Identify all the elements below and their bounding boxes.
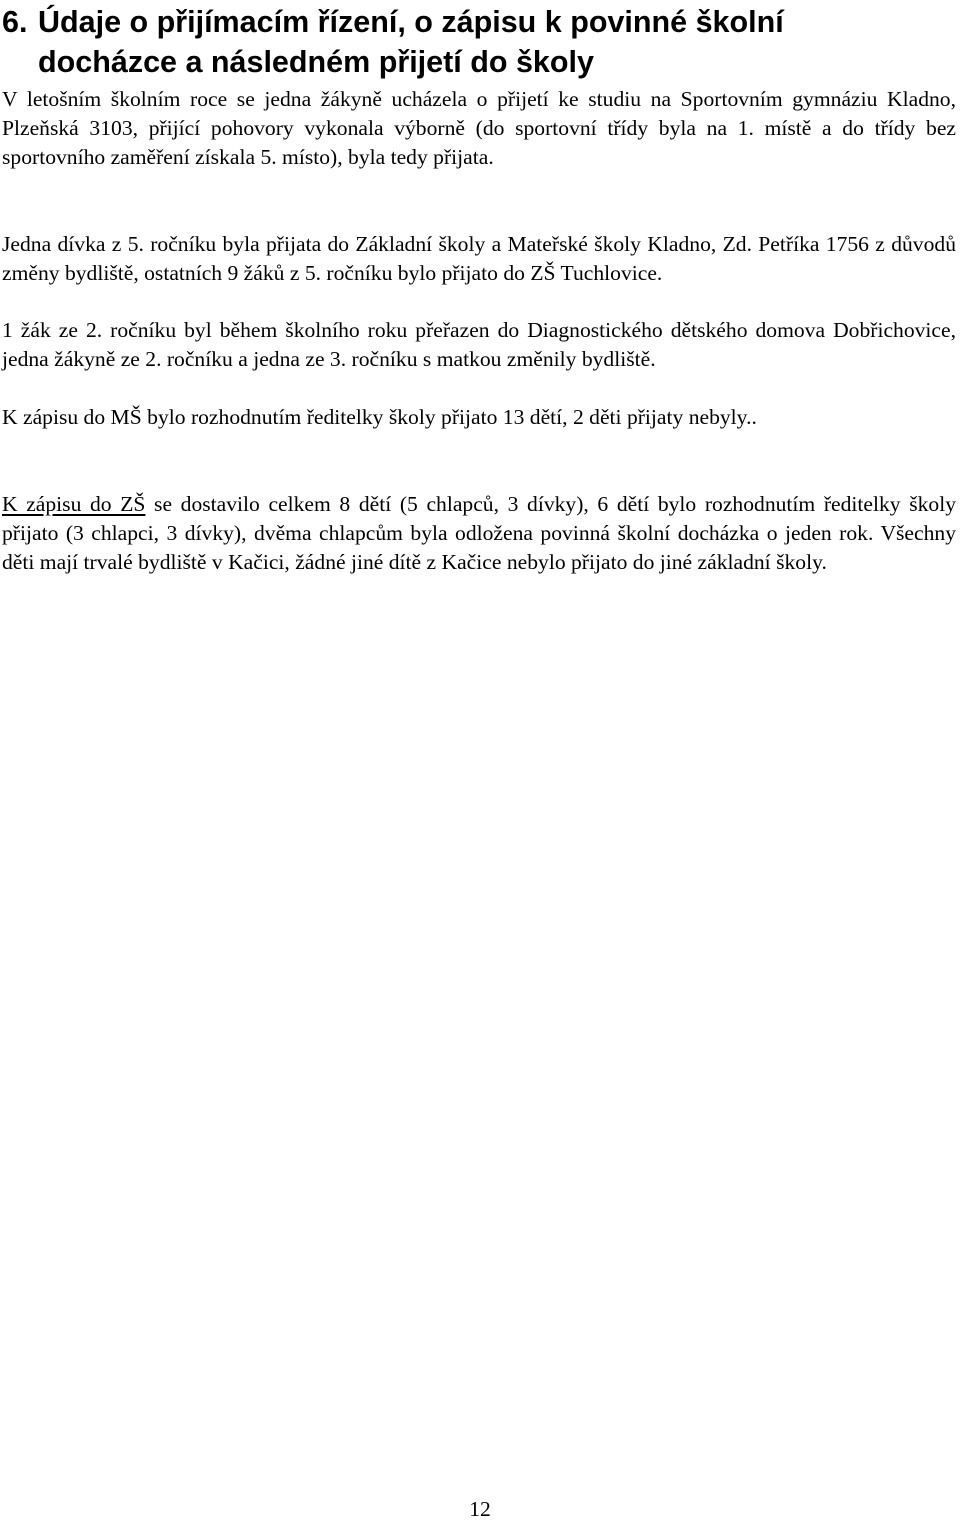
paragraph-primary-school-enrollment bbox=[2, 490, 956, 577]
enrollment-lead-phrase: K zápisu do ZŠ bbox=[2, 492, 146, 516]
paragraph-fifth-grade-transfers: Jedna dívka z 5. ročníku byla přijata do Základní školy a Mateřské školy Kladno, Zd. Petříka 1756 z důvodů změny bydliště, ostatních 9 žáků z 5. ročníku bylo přijato do ZŠ Tuchlovice. bbox=[2, 232, 956, 285]
section-heading bbox=[2, 2, 956, 82]
paragraph-sports-gymnasium: V letošním školním roce se jedna žákyně ucházela o přijetí ke studiu na Sportovním gymnáziu Kladno, Plzeňská 3103, přijící pohovory vykonala výborně (do sportovní třídy byla na 1. místě a do třídy bez sportovního zaměření získala 5. místo), byla tedy přijata. bbox=[2, 87, 956, 169]
enrollment-details: se dostavilo celkem 8 dětí (5 chlapců, 3 dívky), 6 dětí bylo rozhodnutím ředitelky školy přijato (3 chlapci, 3 dívky), dvěma chlapcům byla odložena povinná školní docházka o jeden rok. Všechny děti mají trvalé bydliště v Kačici, žádné jiné dítě z Kačice nebylo přijato do jiné základní školy. bbox=[2, 492, 956, 574]
paragraph-kindergarten-enrollment: K zápisu do MŠ bylo rozhodnutím ředitelky školy přijato 13 dětí, 2 děti přijaty nebyly.. bbox=[2, 405, 757, 429]
section-title-line2: docházce a následném přijetí do školy bbox=[38, 45, 594, 79]
paragraph-second-grade-changes: 1 žák ze 2. ročníku byl během školního roku přeřazen do Diagnostického dětského domova Dobřichovice, jedna žákyně ze 2. ročníku a jedna ze 3. ročníku s matkou změnily bydliště. bbox=[2, 318, 956, 371]
section-title-line1: Údaje o přijímacím řízení, o zápisu k povinné školní bbox=[38, 5, 784, 39]
page-number: 12 bbox=[469, 1497, 491, 1521]
section-number: 6. bbox=[2, 5, 28, 39]
